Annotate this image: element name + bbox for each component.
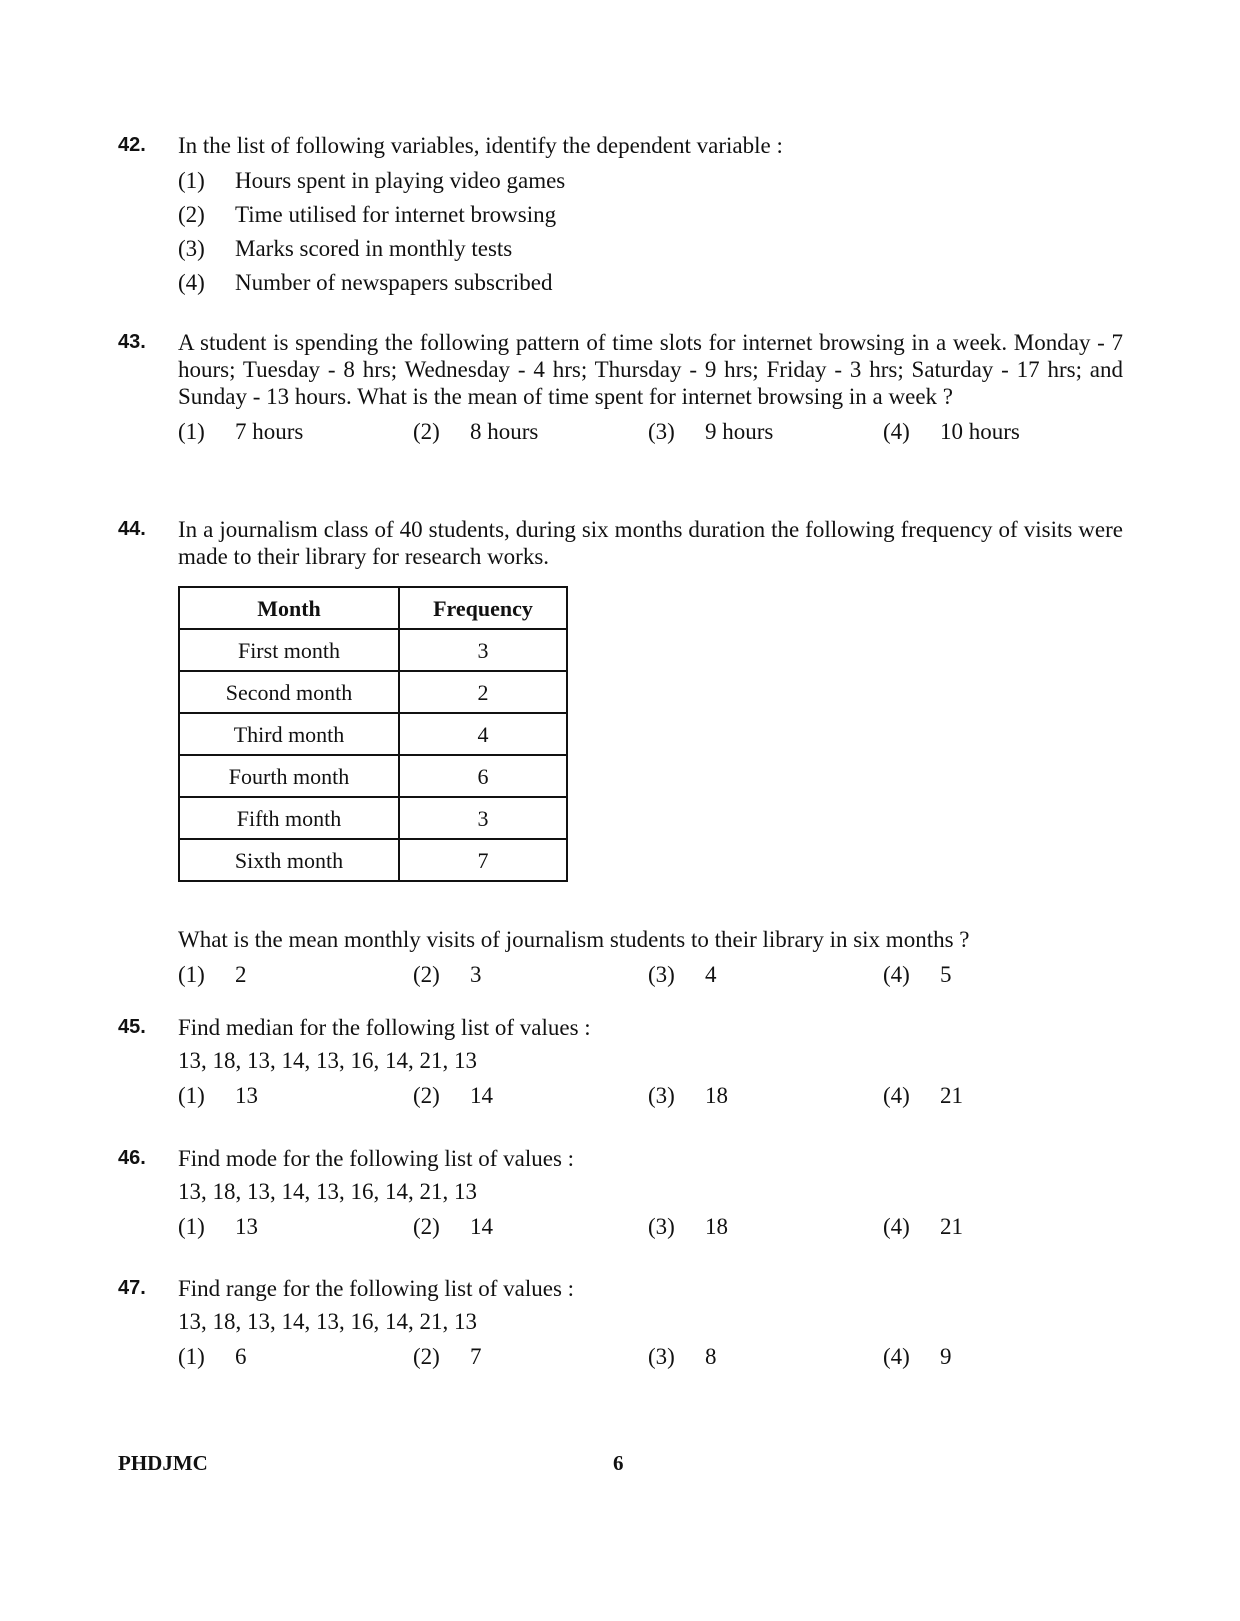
table-cell: Third month (179, 713, 399, 755)
question-number: 44. (118, 518, 146, 540)
option-3 (178, 235, 1123, 262)
option-1 (178, 1343, 413, 1370)
question-43 (118, 329, 1123, 445)
option-text: 21 (940, 1214, 963, 1239)
option-text: 18 (705, 1214, 728, 1239)
table-cell: 6 (399, 755, 567, 797)
table-cell: 3 (399, 797, 567, 839)
option-text: Number of newspapers subscribed (235, 270, 553, 295)
question-45 (118, 1014, 1123, 1109)
option-text: 8 hours (470, 419, 539, 444)
options-row (178, 1213, 1123, 1240)
frequency-table (178, 586, 568, 882)
option-4 (883, 418, 1118, 445)
option-4 (883, 1213, 1118, 1240)
option-text: 10 hours (940, 419, 1020, 444)
value-list: 13, 18, 13, 14, 13, 16, 14, 21, 13 (178, 1309, 477, 1334)
option-label: (3) (648, 419, 675, 444)
option-label: (3) (648, 1214, 675, 1239)
table-row (179, 629, 567, 671)
option-text: 7 (470, 1344, 482, 1369)
option-text: 5 (940, 962, 952, 987)
value-list: 13, 18, 13, 14, 13, 16, 14, 21, 13 (178, 1048, 477, 1073)
option-1 (178, 1213, 413, 1240)
option-1 (178, 961, 413, 988)
option-text: 13 (235, 1083, 258, 1108)
option-label: (2) (413, 1083, 440, 1108)
question-42 (118, 132, 1123, 296)
option-4 (883, 961, 1118, 988)
option-label: (2) (413, 962, 440, 987)
option-text: 9 (940, 1344, 952, 1369)
option-3 (648, 1213, 883, 1240)
option-text: 2 (235, 962, 247, 987)
option-text: 18 (705, 1083, 728, 1108)
table-cell: 2 (399, 671, 567, 713)
question-stem: Find mode for the following list of values : (178, 1146, 575, 1171)
option-text: Hours spent in playing video games (235, 168, 566, 193)
column-header: Frequency (399, 587, 567, 629)
table-header-row (179, 587, 567, 629)
option-label: (1) (178, 1214, 205, 1239)
option-label: (4) (883, 1083, 910, 1108)
option-label: (4) (883, 962, 910, 987)
option-label: (3) (648, 962, 675, 987)
option-label: (3) (178, 236, 205, 261)
option-2 (413, 418, 648, 445)
question-stem: Find range for the following list of values : (178, 1276, 575, 1301)
option-label: (1) (178, 962, 205, 987)
table-row (179, 755, 567, 797)
table-cell: 4 (399, 713, 567, 755)
paper-code: PHDJMC (118, 1451, 208, 1475)
option-text: Time utilised for internet browsing (235, 202, 557, 227)
page-number: 6 (613, 1451, 624, 1475)
table-cell: 7 (399, 839, 567, 881)
option-label: (1) (178, 168, 205, 193)
options-row (178, 418, 1123, 445)
option-3 (648, 961, 883, 988)
question-number: 42. (118, 134, 146, 156)
table-row (179, 839, 567, 881)
table-row (179, 797, 567, 839)
question-46 (118, 1145, 1123, 1240)
question-number: 46. (118, 1147, 146, 1169)
option-label: (4) (883, 419, 910, 444)
question-stem: In the list of following variables, identify the dependent variable : (178, 133, 783, 158)
question-47 (118, 1275, 1123, 1370)
option-2 (178, 201, 1123, 228)
option-4 (883, 1082, 1118, 1109)
option-1 (178, 418, 413, 445)
table-row (179, 671, 567, 713)
option-2 (413, 961, 648, 988)
table-cell: Sixth month (179, 839, 399, 881)
table-row (179, 713, 567, 755)
column-header: Month (179, 587, 399, 629)
option-text: 3 (470, 962, 482, 987)
question-number: 45. (118, 1016, 146, 1038)
option-4 (178, 269, 1123, 296)
option-label: (3) (648, 1083, 675, 1108)
option-text: 14 (470, 1214, 493, 1239)
question-prompt: What is the mean monthly visits of journalism students to their library in six months ? (178, 927, 970, 952)
option-label: (1) (178, 1083, 205, 1108)
question-44 (118, 516, 1123, 988)
options-row (178, 1082, 1123, 1109)
option-label: (1) (178, 419, 205, 444)
option-4 (883, 1343, 1118, 1370)
table-cell: First month (179, 629, 399, 671)
option-label: (4) (178, 270, 205, 295)
option-text: 4 (705, 962, 717, 987)
table-cell: 3 (399, 629, 567, 671)
question-number: 47. (118, 1277, 146, 1299)
table-cell: Fifth month (179, 797, 399, 839)
question-stem: Find median for the following list of values : (178, 1015, 591, 1040)
option-text: Marks scored in monthly tests (235, 236, 513, 261)
table-cell: Fourth month (179, 755, 399, 797)
table-cell: Second month (179, 671, 399, 713)
option-label: (4) (883, 1214, 910, 1239)
option-1 (178, 167, 1123, 194)
value-list: 13, 18, 13, 14, 13, 16, 14, 21, 13 (178, 1179, 477, 1204)
option-1 (178, 1082, 413, 1109)
option-text: 8 (705, 1344, 717, 1369)
option-label: (2) (413, 419, 440, 444)
option-2 (413, 1082, 648, 1109)
option-text: 13 (235, 1214, 258, 1239)
question-stem: In a journalism class of 40 students, during six months duration the following frequency of visits were made to their library for research works. (178, 517, 1123, 569)
option-label: (1) (178, 1344, 205, 1369)
question-number: 43. (118, 331, 146, 353)
option-label: (2) (413, 1214, 440, 1239)
option-label: (4) (883, 1344, 910, 1369)
option-3 (648, 1082, 883, 1109)
options-row (178, 1343, 1123, 1370)
option-text: 21 (940, 1083, 963, 1108)
option-3 (648, 418, 883, 445)
options-row (178, 961, 1123, 988)
option-2 (413, 1213, 648, 1240)
option-text: 14 (470, 1083, 493, 1108)
option-label: (2) (178, 202, 205, 227)
option-2 (413, 1343, 648, 1370)
question-stem: A student is spending the following pattern of time slots for internet browsing in a week. Monday - 7 hours; Tuesday - 8 hrs; Wednesday - 4 hrs; Thursday - 9 hrs; Friday - 3 hrs; Saturday - 17 hrs; and Sunday - 13 hours. What is the mean of time spent for internet browsing in a week ? (178, 330, 1123, 409)
option-label: (3) (648, 1344, 675, 1369)
option-label: (2) (413, 1344, 440, 1369)
option-text: 7 hours (235, 419, 304, 444)
option-3 (648, 1343, 883, 1370)
option-text: 9 hours (705, 419, 774, 444)
option-text: 6 (235, 1344, 247, 1369)
